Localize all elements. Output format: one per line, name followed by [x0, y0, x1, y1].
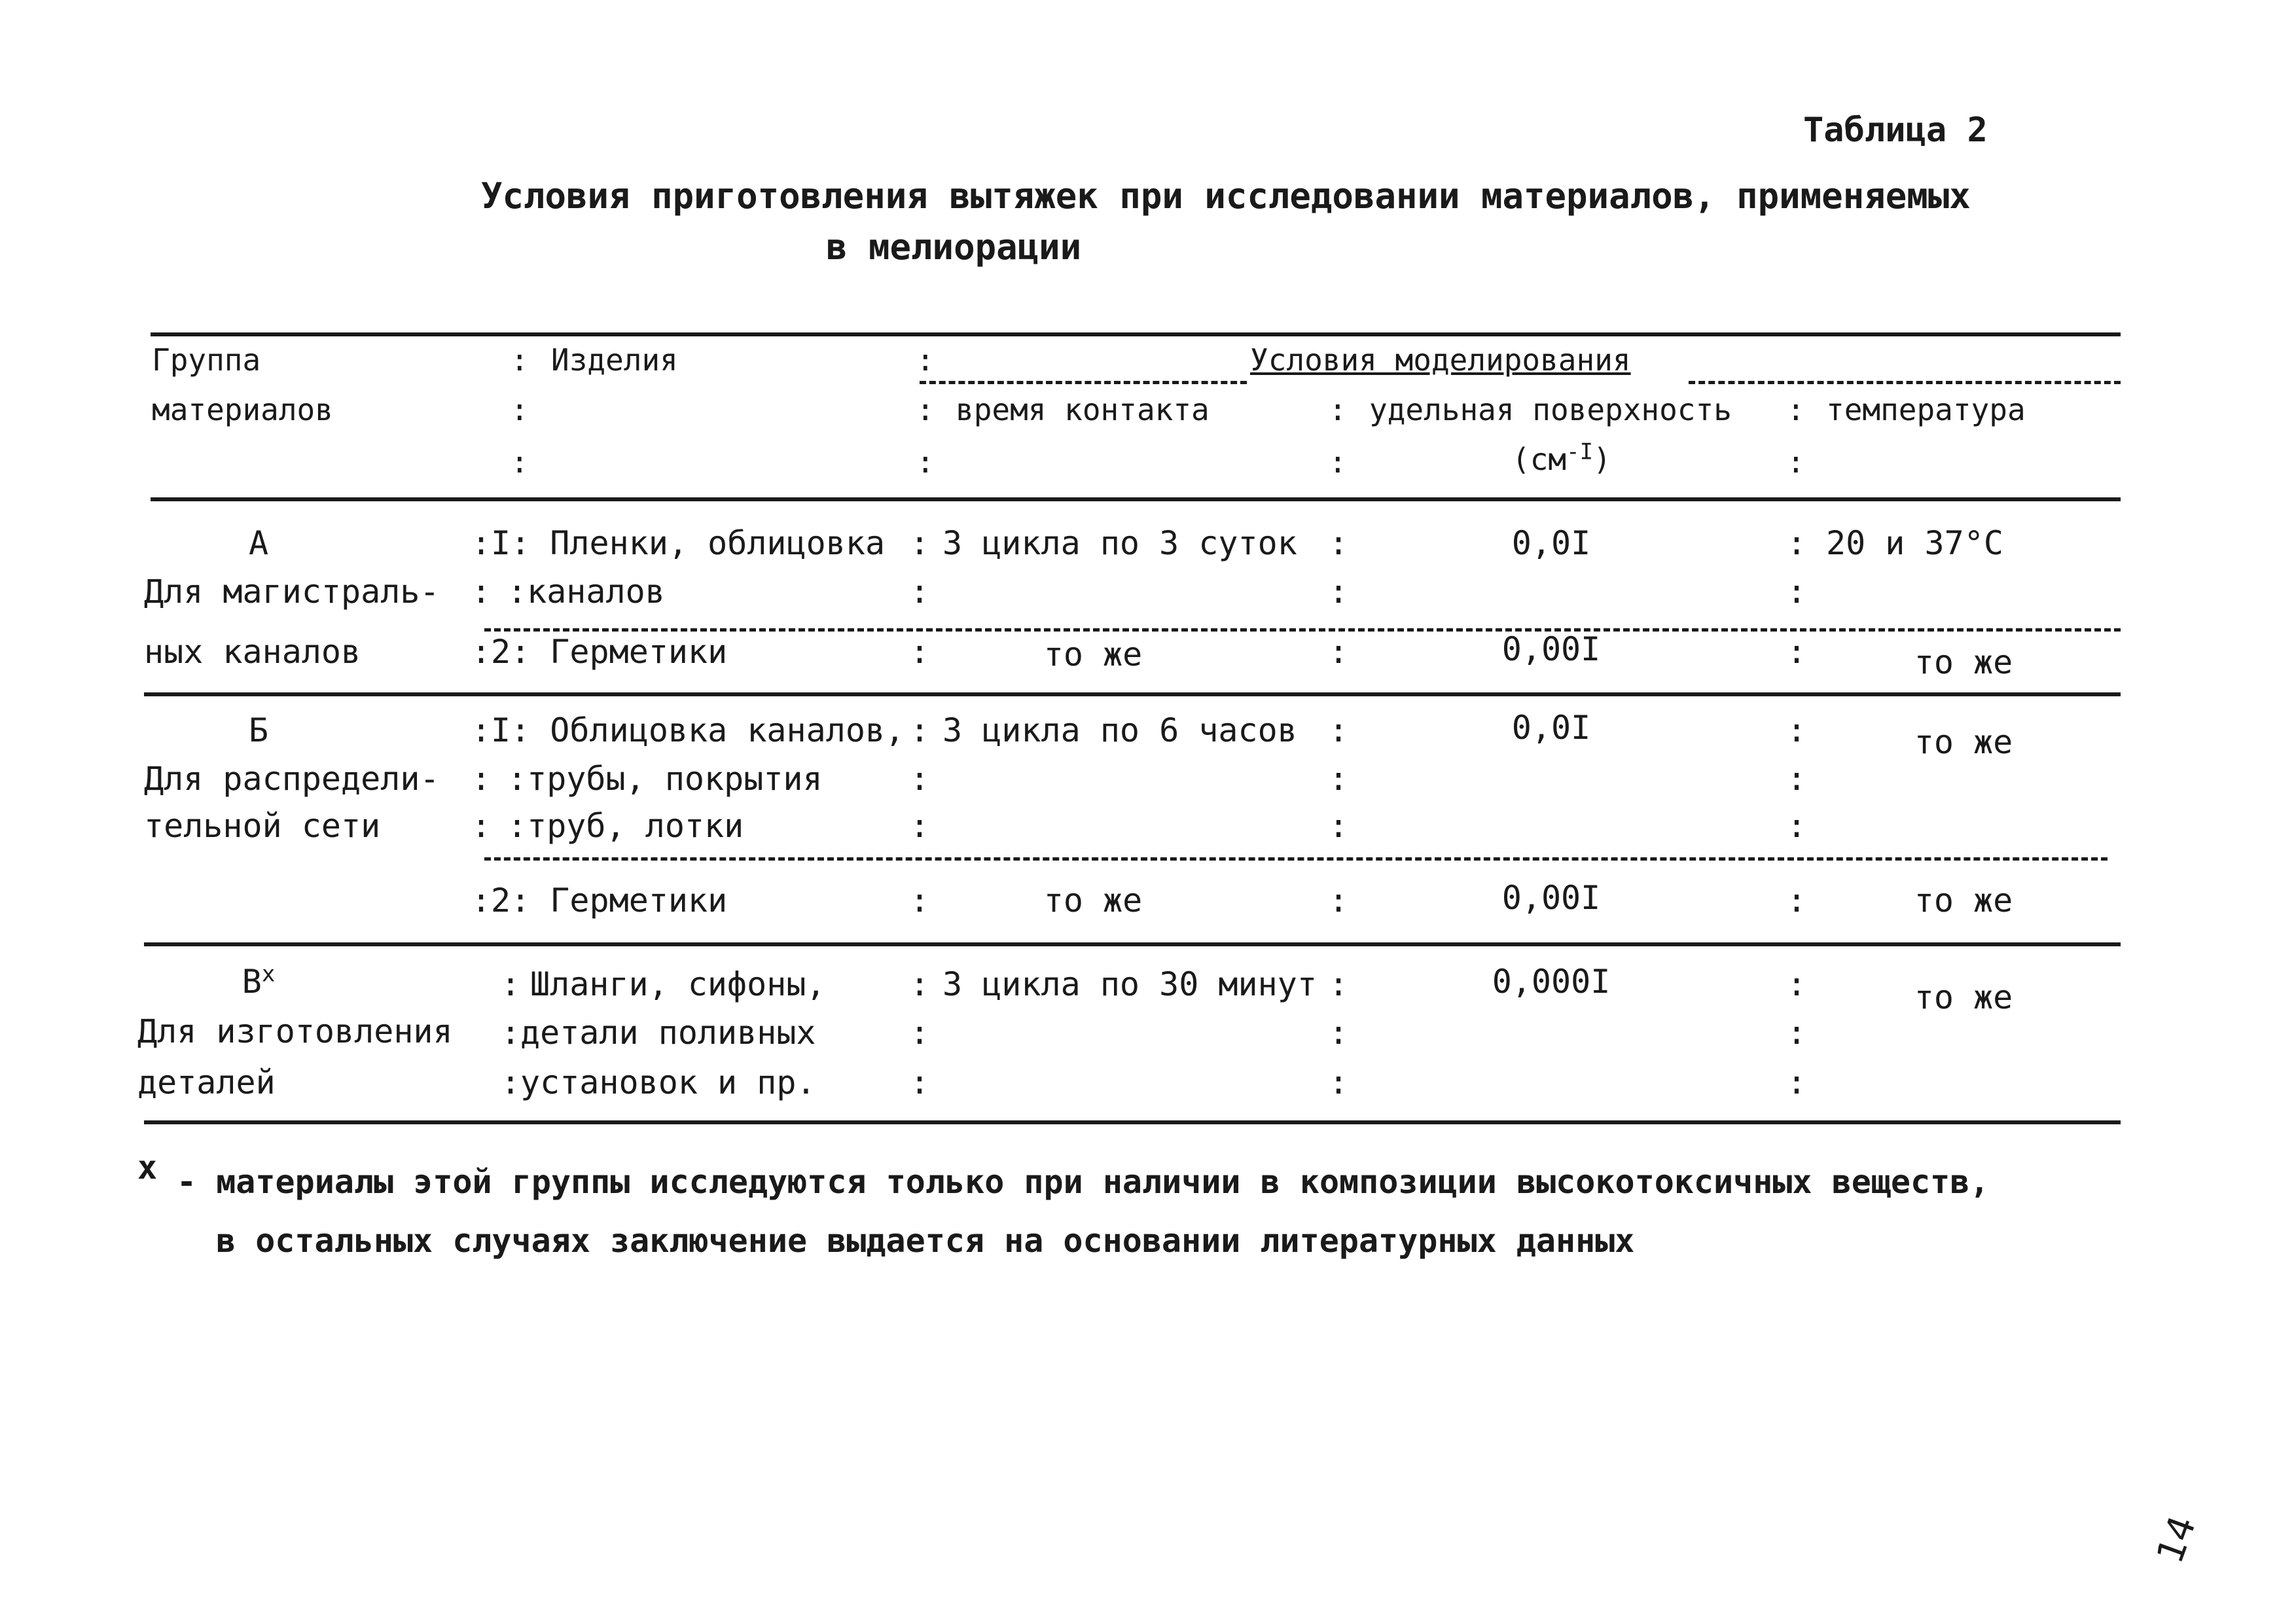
group-a-row1-items-line2: :каналов [507, 573, 665, 611]
row-colon: : [1329, 807, 1349, 845]
row-colon: : [910, 760, 930, 798]
row-colon: : [471, 711, 492, 749]
group-b-row1-time: 3 цикла по 6 часов [942, 711, 1297, 749]
table-title-line2: в мелиорации [826, 226, 1082, 268]
table-label: Таблица 2 [1803, 111, 1988, 150]
group-v-temperature: то же [1914, 978, 2013, 1016]
row-colon: : [471, 882, 492, 919]
header-colon: : [916, 342, 935, 378]
group-a-bottom-rule [144, 692, 2121, 696]
row-colon: : [1329, 524, 1349, 562]
group-v-items-line2: детали поливных [520, 1014, 816, 1052]
header-colon: : [511, 444, 529, 480]
row-colon: : [471, 807, 492, 845]
group-b-dash [484, 857, 2108, 861]
row-colon: : [1329, 573, 1349, 611]
footnote-line2: в остальных случаях заключение выдается на основании литературных данных [216, 1222, 1635, 1260]
group-b-row1-items-line2: :трубы, покрытия [507, 760, 823, 798]
row-colon: : [1329, 633, 1349, 671]
row-colon: : [501, 965, 521, 1003]
row-colon: : [1787, 807, 1807, 845]
row-colon: : [471, 573, 492, 611]
group-v-name-line2: деталей [137, 1063, 276, 1101]
group-a-row2-surface: 0,00I [1501, 630, 1601, 668]
row-colon: : [910, 1014, 930, 1052]
row-colon: : [910, 965, 930, 1003]
group-a-dash [484, 628, 2121, 632]
conditions-dash-left [920, 381, 1247, 384]
row-colon: : [910, 633, 930, 671]
group-a-row1-temperature: 20 и 37°С [1826, 524, 2003, 562]
row-colon: : [501, 1063, 521, 1101]
group-a-row1-items-line1: I: Пленки, облицовка [491, 524, 886, 562]
header-colon: : [511, 392, 529, 427]
group-v-time: 3 цикла по 30 минут [942, 965, 1317, 1003]
group-b-name-line2: тельной сети [144, 807, 381, 845]
group-v-surface: 0,000I [1492, 963, 1611, 1001]
table-top-rule [151, 332, 2121, 336]
group-a-row2-items: 2: Герметики [491, 633, 728, 671]
header-surface: удельная поверхность [1369, 392, 1732, 427]
group-a-letter: А [248, 524, 269, 562]
header-colon: : [1787, 392, 1805, 427]
conditions-dash-right [1689, 381, 2121, 384]
page-number: 14 [2148, 1510, 2205, 1569]
row-colon: : [910, 1063, 930, 1101]
row-colon: : [910, 711, 930, 749]
group-v-items-line3: установок и пр. [520, 1063, 816, 1101]
header-colon: : [916, 392, 935, 427]
row-colon: : [910, 807, 930, 845]
group-a-row1-surface: 0,0I [1511, 524, 1591, 562]
header-colon: : [916, 444, 935, 480]
row-colon: : [1787, 882, 1807, 919]
row-colon: : [1787, 965, 1807, 1003]
row-colon: : [910, 882, 930, 919]
row-colon: : [1787, 633, 1807, 671]
footnote-mark: x [137, 1149, 158, 1186]
group-b-row2-temperature: то же [1914, 882, 2013, 919]
group-b-bottom-rule [144, 942, 2121, 946]
group-b-row2-surface: 0,00I [1501, 879, 1601, 917]
table-bottom-rule [144, 1120, 2121, 1124]
group-b-row1-items-line1: I: Облицовка каналов, [491, 711, 905, 749]
row-colon: : [1787, 711, 1807, 749]
row-colon: : [1787, 524, 1807, 562]
group-b-name-line1: Для распредели- [144, 760, 440, 798]
header-group-line2: материалов [152, 392, 333, 427]
row-colon: : [1329, 1014, 1349, 1052]
row-colon: : [471, 524, 492, 562]
row-colon: : [1329, 760, 1349, 798]
group-b-row2-items: 2: Герметики [491, 882, 728, 919]
group-b-row2-time: то же [1043, 882, 1143, 919]
row-colon: : [471, 633, 492, 671]
group-v-letter: $В^x$ [242, 961, 276, 1001]
group-a-name-line2: ных каналов [144, 633, 361, 671]
header-bottom-rule [151, 497, 2121, 501]
group-b-row1-items-line3: :труб, лотки [507, 807, 744, 845]
header-temperature: температура [1826, 392, 2026, 427]
group-a-row2-temperature: то же [1914, 643, 2013, 681]
group-a-row1-time: 3 цикла по 3 суток [942, 524, 1297, 562]
header-contact-time: время контакта [956, 392, 1210, 427]
header-surface-unit: $(см^{-I})$ [1512, 438, 1611, 477]
row-colon: : [471, 760, 492, 798]
header-colon: : [1329, 392, 1347, 427]
group-v-items-line1: Шланги, сифоны, [530, 965, 826, 1003]
row-colon: : [1787, 1063, 1807, 1101]
group-a-name-line1: Для магистраль- [144, 573, 440, 611]
row-colon: : [1329, 882, 1349, 919]
header-conditions: Условия моделирования [1250, 342, 1631, 378]
group-b-letter: Б [248, 711, 269, 749]
header-items: Изделия [551, 342, 678, 378]
row-colon: : [1787, 760, 1807, 798]
header-colon: : [1329, 444, 1347, 480]
row-colon: : [910, 524, 930, 562]
row-colon: : [1329, 965, 1349, 1003]
row-colon: : [1787, 1014, 1807, 1052]
table-title-line1: Условия приготовления вытяжек при исследовании материалов, применяемых [481, 175, 1971, 217]
row-colon: : [1329, 711, 1349, 749]
group-a-row2-time: то же [1043, 635, 1143, 673]
group-v-name-line1: Для изготовления [137, 1012, 453, 1050]
row-colon: : [910, 573, 930, 611]
row-colon: : [1329, 1063, 1349, 1101]
row-colon: : [501, 1014, 521, 1052]
header-colon: : [1787, 444, 1805, 480]
row-colon: : [1787, 573, 1807, 611]
footnote-line1: - материалы этой группы исследуются только при наличии в композиции высокотоксичных веществ, [177, 1163, 1990, 1201]
header-group-line1: Группа [152, 342, 261, 378]
group-b-row1-surface: 0,0I [1511, 709, 1591, 747]
group-b-row1-temperature: то же [1914, 723, 2013, 761]
header-items-colon: : [511, 342, 529, 378]
